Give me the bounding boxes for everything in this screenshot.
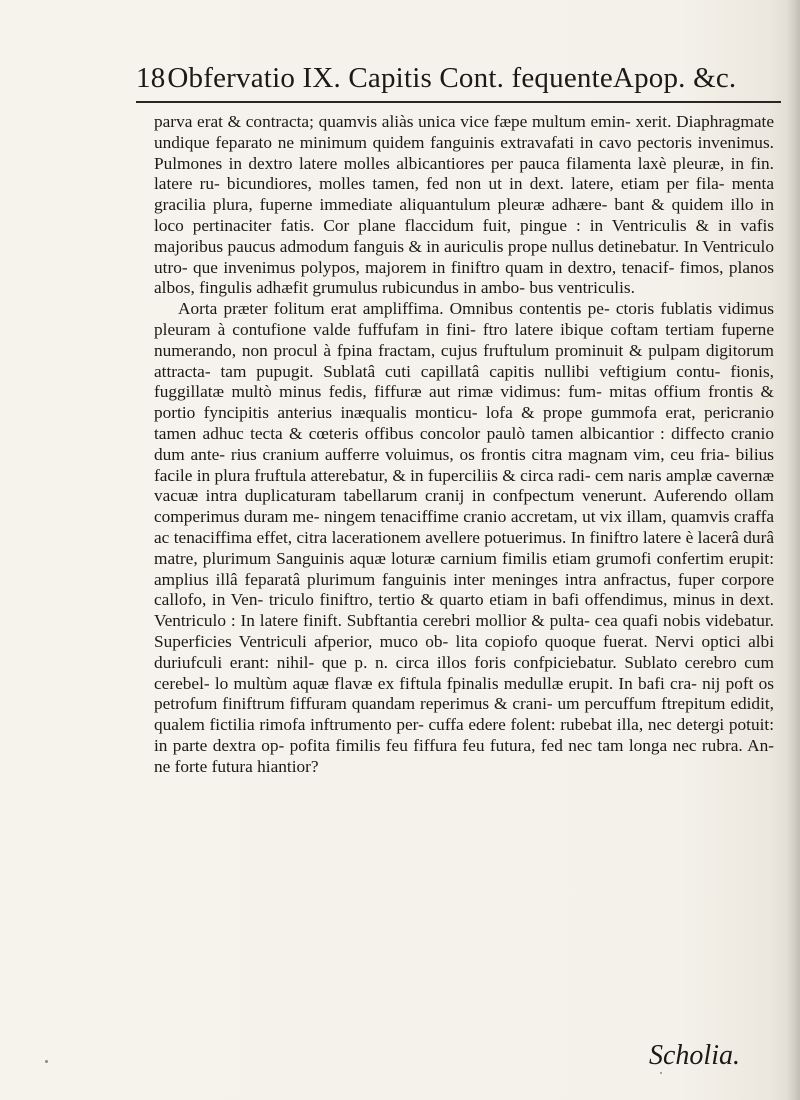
page-number: 18: [136, 62, 166, 94]
running-header: [136, 62, 796, 95]
page-edge-shadow: [786, 0, 800, 1100]
print-speck: [660, 1072, 662, 1074]
paragraph-2: Aorta præter folitum erat ampliffima. Omnibus contentis pe- ctoris fublatis vidimus pleuram à contufione valde fuffufam in fini- ftro latere ibique coftam tertiam fuperne numerando, non procul à fpina fractam, cujus fruftulum prominuit & pulpam digitorum attracta- tam pupugit. Sublatâ cuti capillatâ capitis nullibi veftigium contu- fionis, fuggillatæ multò minus fedis, fiffuræ aut rimæ vidimus: fum- mitas offium frontis & portio fyncipitis anterius inæqualis monticu- lofa & prope gummofa erat, pericranio tamen adhuc tecta & cœteris offibus concolor paulò tamen albicantior : diffecto cranio dum ante- rius cranium aufferre voluimus, os frontis citra magnam vim, ceu fria- bilius facile in plura fruftula atterebatur, & in fuperciliis & circa radi- cem naris amplæ cavernæ vacuæ intra duplicaturam tabellarum cranij in confpectum venerunt. Auferendo ollam comperimus duram me- ningem tenaciffime cranio accretam, ut vix illam, quamvis craffa ac tenaciffima effet, citra lacerationem avellere potuerimus. In finiftro latere è lacerâ durâ matre, plurimum Sanguinis aquæ loturæ carnium fimilis etiam grumofi confertim erupit: amplius illâ feparatâ plurimum fanguinis inter meninges intra anfractus, fuper corpore callofo, in Ven- triculo finiftro, tertio & quarto etiam in bafi offendimus, minus in dext. Ventriculo : In latere finift. Subftantia cerebri mollior & pulta- cea quafi nobis videbatur. Superficies Ventriculi afperior, muco ob- lita copiofo quoque fuerat. Nervi optici albi duriufculi erant: nihil- que p. n. circa illos foris confpiciebatur. Sublato cerebro cum cerebel- lo multùm aquæ flavæ ex fiftula fpinalis medullæ erupit. In bafi cra- nij poft os petrofum finiftrum fiffuram quandam reperimus & crani- um percuffum ftrepitum edidit, qualem fictilia rimofa inftrumento per- cuffa edere folent: rubebat illa, nec detergi potuit: in parte dextra op- pofita fimilis feu fiffura feu futura, fed nec tam longa nec rubra. An- ne forte futura hiantior?: [154, 299, 774, 776]
header-title: Obfervatio IX. Capitis Cont. fequenteApop. &c.: [167, 62, 737, 94]
body-text: [154, 112, 774, 778]
paragraph-1: parva erat & contracta; quamvis aliàs unica vice fæpe multum emin- xerit. Diaphragmate undique feparato ne minimum quidem fanguinis extravafati in cavo pectoris invenimus. Pulmones in dextro latere molles albicantiores per pauca filamenta laxè pleuræ, in fin. latere ru- bicundiores, molles tamen, fed non ut in dext. latere, etiam per fila- menta gracilia plura, fuperne immediate aliquantulum pleuræ adhære- bant & quidem illo in loco pertinaciter fatis. Cor plane flaccidum fuit, pingue : in Ventriculis & in vafis majoribus paucus admodum fanguis & in auriculis prope nullus detinebatur. In Ventriculo utro- que invenimus polypos, majorem in finiftro quam in dextro, tenacif- fimos, planos albos, fingulis adhæfit grumulus rubicundus in ambo- bus ventriculis.: [154, 112, 774, 298]
print-speck: [45, 1060, 48, 1063]
header-rule: [136, 101, 781, 103]
catchword: Scholia.: [649, 1040, 740, 1071]
